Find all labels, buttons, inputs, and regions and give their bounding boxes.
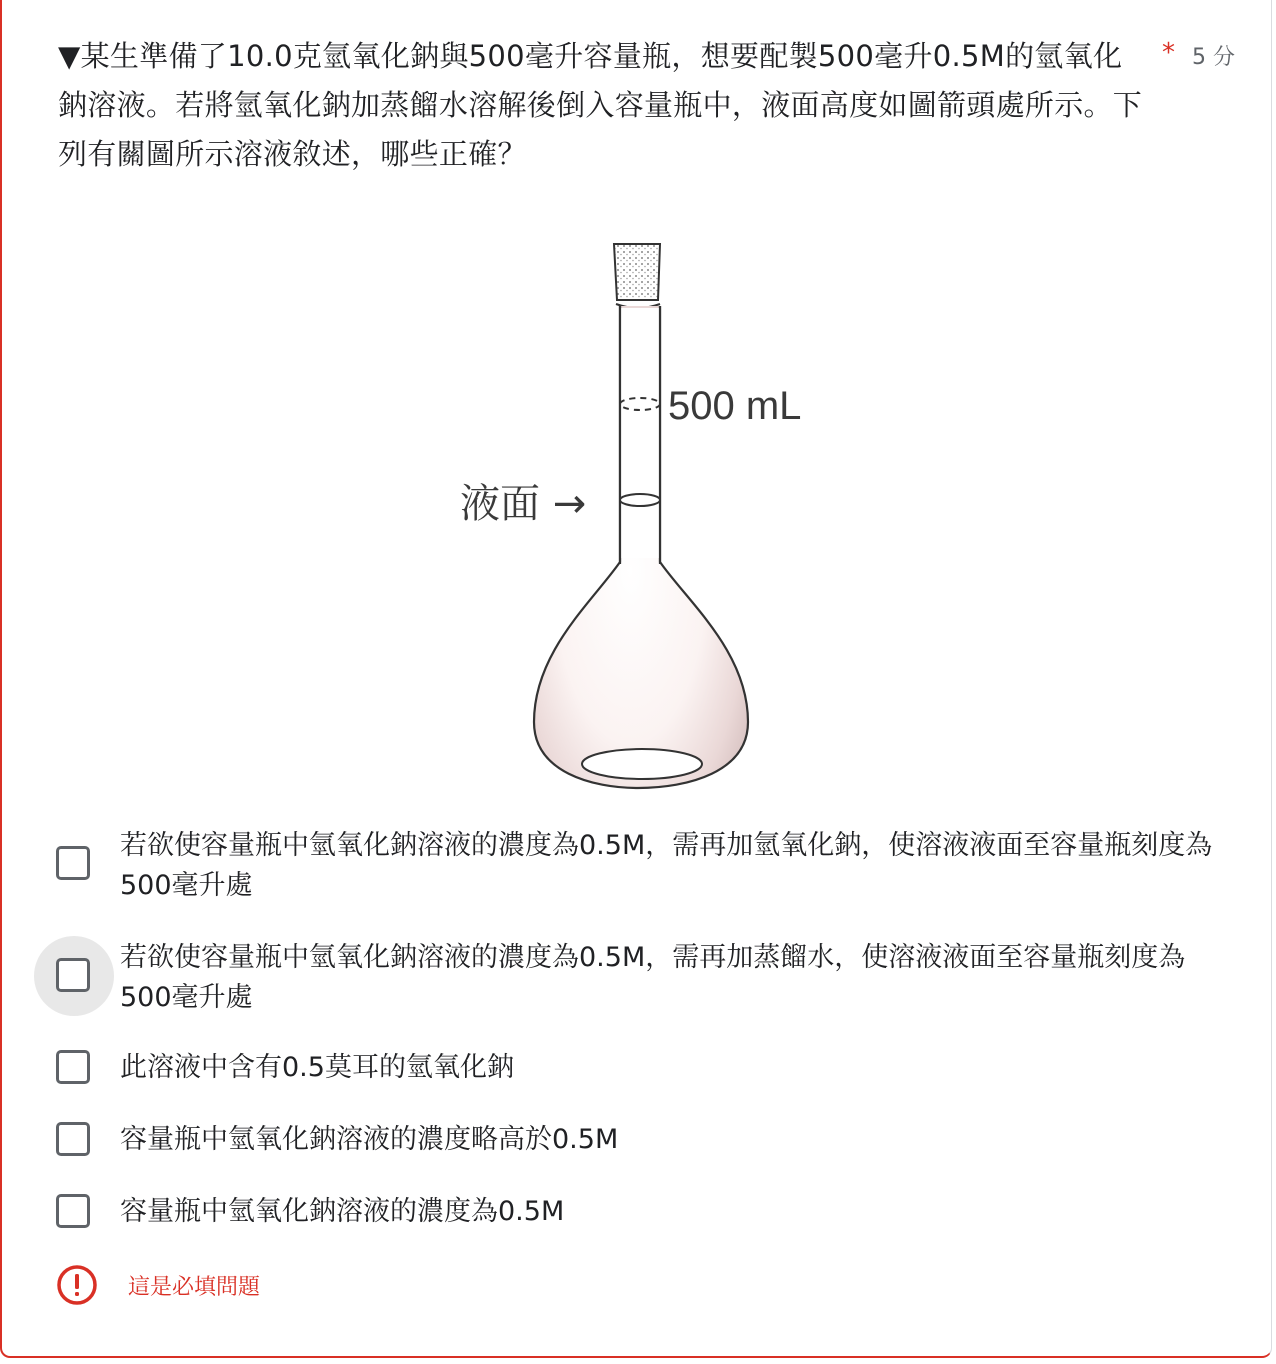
option-label[interactable]: 若欲使容量瓶中氫氧化鈉溶液的濃度為0.5M，需再加氫氧化鈉，使溶液液面至容量瓶刻度為500毫升處 (120, 830, 1213, 901)
volumetric-flask-figure (442, 232, 862, 797)
option-label[interactable]: 容量瓶中氫氧化鈉溶液的濃度為0.5M (120, 1196, 565, 1227)
checkbox-box[interactable] (56, 1194, 90, 1228)
checkbox[interactable] (54, 1048, 98, 1092)
checkbox-box[interactable] (56, 958, 90, 992)
error-message: 這是必填問題 (128, 1275, 261, 1300)
stopper (614, 244, 660, 300)
checkbox-box[interactable] (56, 846, 90, 880)
required-asterisk: * (1162, 38, 1175, 68)
checkbox[interactable] (54, 1192, 98, 1236)
liquid-level-label: 液面 → (460, 481, 587, 527)
liquid-level (620, 494, 660, 506)
checkbox[interactable] (54, 844, 98, 888)
checkbox-box[interactable] (56, 1050, 90, 1084)
option-label[interactable]: 容量瓶中氫氧化鈉溶液的濃度略高於0.5M (120, 1124, 619, 1155)
checkbox[interactable] (54, 956, 98, 1000)
question-title: ▼某生準備了10.0克氫氧化鈉與500毫升容量瓶，想要配製500毫升0.5M的氫氧化鈉溶液。若將氫氧化鈉加蒸餾水溶解後倒入容量瓶中，液面高度如圖箭頭處所示。下列有關圖所示溶液敘述，哪些正確？ (58, 39, 1143, 171)
checkbox-box[interactable] (56, 1122, 90, 1156)
volumetric-flask-image (442, 232, 862, 797)
checkbox[interactable] (54, 1120, 98, 1164)
volume-mark-label: 500 mL (668, 384, 802, 428)
points-label: 5 分 (1192, 45, 1235, 70)
option-label[interactable]: 若欲使容量瓶中氫氧化鈉溶液的濃度為0.5M，需再加蒸餾水，使溶液液面至容量瓶刻度為500毫升處 (120, 942, 1186, 1013)
error-icon (56, 1264, 98, 1306)
option-label[interactable]: 此溶液中含有0.5莫耳的氫氧化鈉 (120, 1052, 514, 1083)
